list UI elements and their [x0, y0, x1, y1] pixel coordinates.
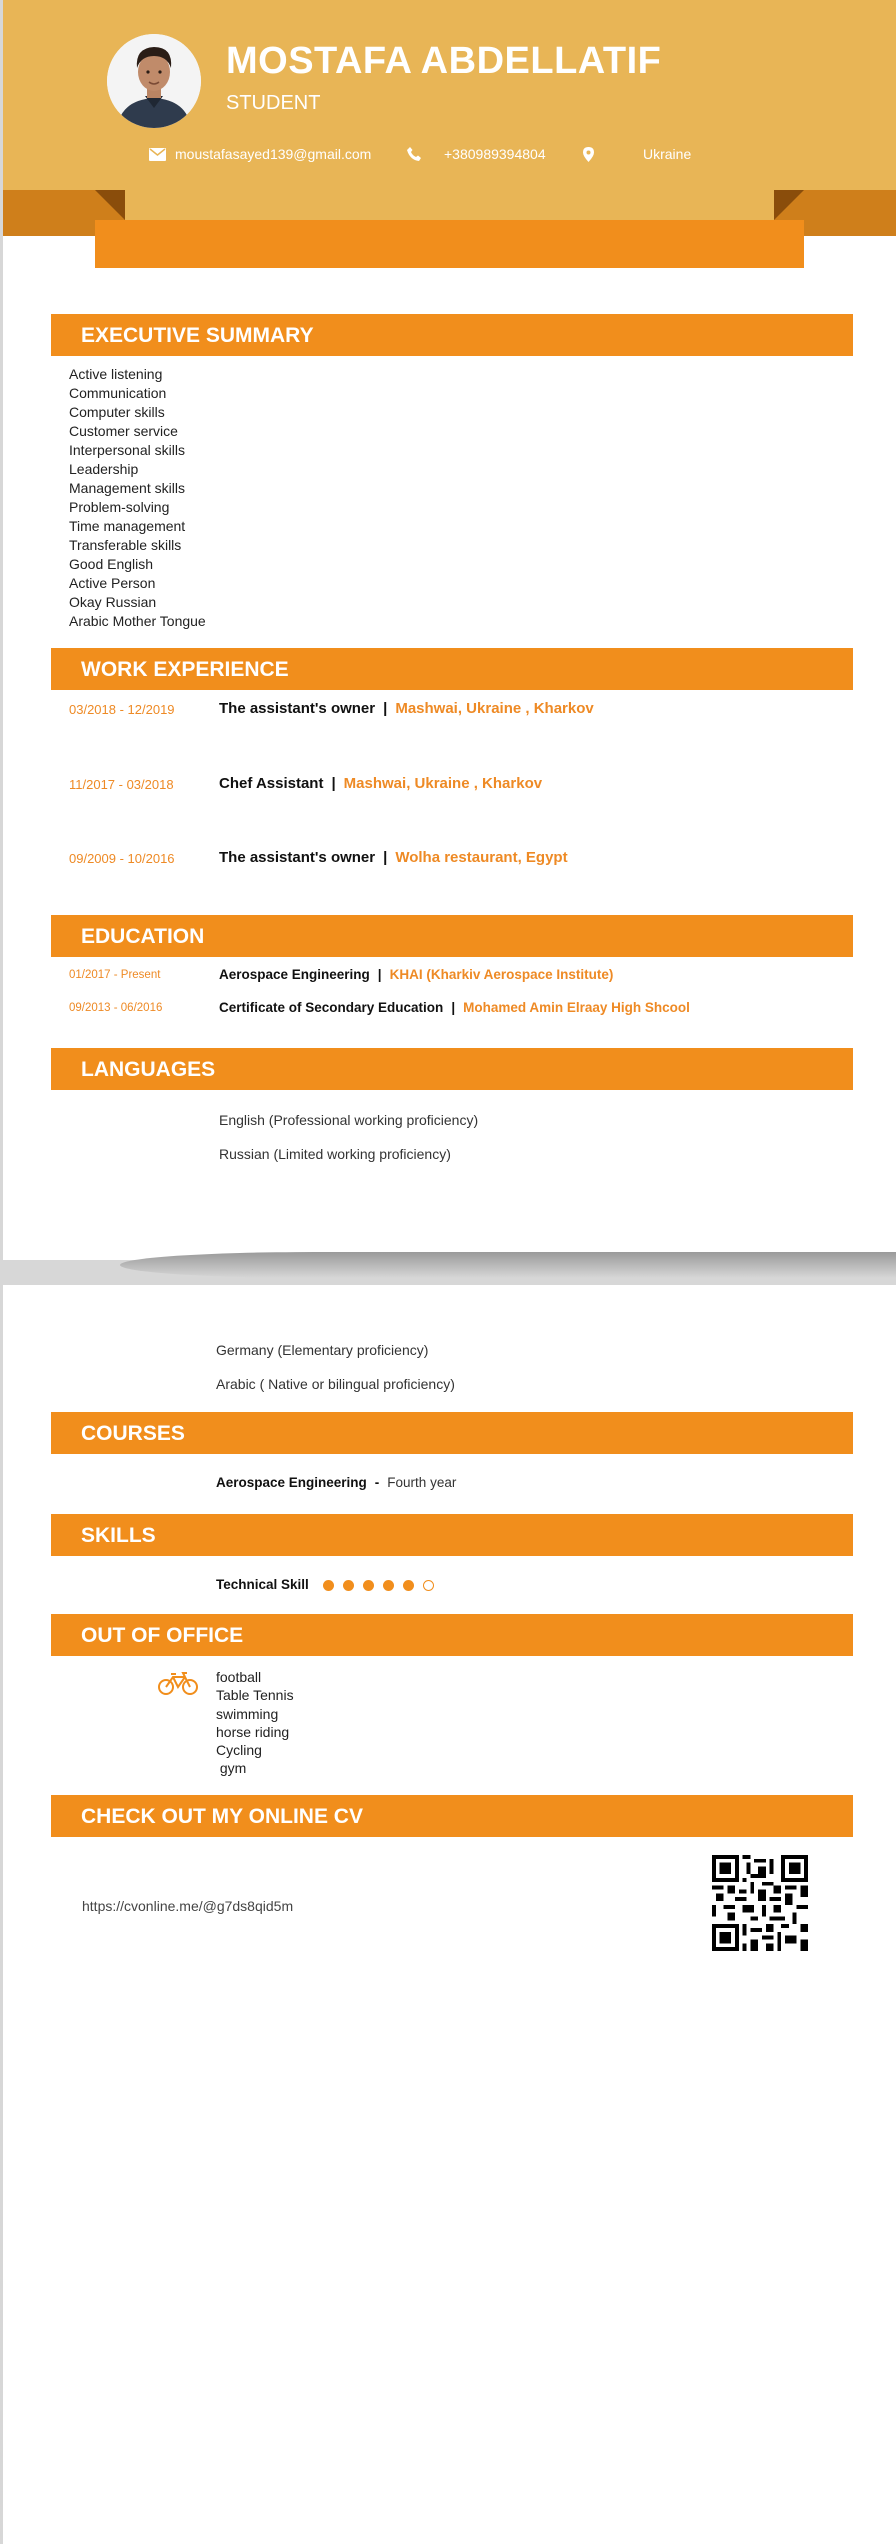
- education-school: KHAI (Kharkiv Aerospace Institute): [389, 967, 614, 982]
- summary-item: Leadership: [69, 461, 139, 477]
- education-date: 09/2013 - 06/2016: [69, 1002, 163, 1014]
- phone-text: +380989394804: [444, 146, 546, 162]
- contact-phone[interactable]: [407, 146, 546, 162]
- section-title: COURSES: [81, 1422, 185, 1445]
- summary-item: Okay Russian: [69, 594, 157, 610]
- skill-rating: [323, 1577, 443, 1592]
- summary-item: Customer service: [69, 423, 178, 439]
- section-online-cv: [51, 1795, 853, 1837]
- work-org: Mashwai, Ukraine , Kharkov: [343, 775, 543, 792]
- rating-dot-empty: [423, 1580, 434, 1591]
- section-title: CHECK OUT MY ONLINE CV: [81, 1805, 363, 1828]
- resume-page-1: [3, 0, 896, 1260]
- course-detail: Fourth year: [387, 1475, 457, 1490]
- hobby-item: football: [216, 1669, 262, 1685]
- language-item: Russian (Limited working proficiency): [219, 1146, 451, 1162]
- qr-code-icon[interactable]: [712, 1855, 808, 1951]
- separator: |: [377, 967, 382, 982]
- summary-item: Good English: [69, 556, 154, 572]
- work-org: Wolha restaurant, Egypt: [395, 849, 568, 866]
- rating-dot-filled: [363, 1580, 374, 1591]
- work-entry: [219, 775, 542, 792]
- avatar: [107, 34, 201, 128]
- hobby-item: Table Tennis: [216, 1687, 294, 1704]
- section-title: LANGUAGES: [81, 1058, 216, 1081]
- work-entry: [219, 700, 594, 717]
- section-executive-summary: [51, 314, 853, 356]
- rating-dot-filled: [323, 1580, 334, 1591]
- work-role: Chef Assistant: [219, 775, 324, 792]
- work-date: 03/2018 - 12/2019: [69, 702, 175, 717]
- education-degree: Aerospace Engineering: [219, 967, 370, 982]
- section-title: EDUCATION: [81, 925, 205, 948]
- summary-item: Computer skills: [69, 404, 165, 420]
- education-date: 01/2017 - Present: [69, 969, 161, 981]
- section-title: EXECUTIVE SUMMARY: [81, 324, 314, 347]
- header-ribbon: [95, 220, 804, 268]
- hobby-item: swimming: [216, 1705, 279, 1722]
- summary-item: Active Person: [69, 575, 156, 591]
- summary-item: Time management: [69, 518, 186, 534]
- work-date: 09/2009 - 10/2016: [69, 851, 175, 866]
- work-org: Mashwai, Ukraine , Kharkov: [395, 700, 594, 717]
- candidate-name: MOSTAFA ABDELLATIF: [226, 40, 662, 82]
- section-title: SKILLS: [81, 1524, 156, 1547]
- ribbon-fold-right: [774, 190, 804, 220]
- work-role: The assistant's owner: [219, 849, 376, 866]
- hobby-list: [216, 1668, 294, 1778]
- work-date: 11/2017 - 03/2018: [69, 777, 174, 792]
- hobby-item: horse riding: [216, 1723, 290, 1740]
- course-entry: [216, 1475, 456, 1490]
- education-entry: [219, 967, 613, 982]
- separator: |: [331, 775, 336, 792]
- page-shadow: [120, 1252, 896, 1278]
- section-languages: [51, 1048, 853, 1090]
- summary-list: [69, 365, 206, 631]
- section-courses: [51, 1412, 853, 1454]
- header-band: [125, 190, 774, 220]
- phone-icon: [407, 147, 421, 161]
- contact-email[interactable]: [149, 146, 371, 162]
- education-degree: Certificate of Secondary Education: [219, 1000, 444, 1015]
- candidate-title: STUDENT: [226, 92, 321, 114]
- language-item: Germany (Elementary proficiency): [216, 1342, 429, 1358]
- section-skills: [51, 1514, 853, 1556]
- summary-item: Communication: [69, 385, 167, 401]
- skill-entry: [216, 1577, 443, 1592]
- work-role: The assistant's owner: [219, 700, 376, 717]
- rating-dot-filled: [403, 1580, 414, 1591]
- education-school: Mohamed Amin Elraay High Shcool: [463, 1000, 690, 1015]
- summary-item: Transferable skills: [69, 537, 182, 553]
- rating-dot-filled: [343, 1580, 354, 1591]
- education-entry: [219, 1000, 690, 1015]
- course-name: Aerospace Engineering: [216, 1475, 367, 1490]
- language-item: English (Professional working proficiency): [219, 1112, 479, 1128]
- map-pin-icon: [583, 147, 594, 162]
- separator: |: [383, 849, 388, 866]
- online-cv-link[interactable]: https://cvonline.me/@g7ds8qid5m: [82, 1898, 294, 1914]
- bicycle-icon: [158, 1672, 198, 1696]
- section-education: [51, 915, 853, 957]
- hobby-item: Cycling: [216, 1742, 262, 1759]
- section-title: WORK EXPERIENCE: [81, 658, 289, 681]
- hobby-item: gym: [216, 1760, 247, 1777]
- skill-name: Technical Skill: [216, 1577, 309, 1592]
- section-title: OUT OF OFFICE: [81, 1624, 244, 1647]
- summary-item: Problem-solving: [69, 499, 170, 515]
- work-entry: [219, 849, 568, 866]
- contact-location: [583, 146, 691, 162]
- email-text: moustafasayed139@gmail.com: [175, 146, 372, 162]
- summary-item: Arabic Mother Tongue: [69, 613, 206, 629]
- envelope-icon: [149, 148, 166, 161]
- section-out-of-office: [51, 1614, 853, 1656]
- separator: -: [374, 1475, 380, 1490]
- rating-dot-filled: [383, 1580, 394, 1591]
- separator: |: [451, 1000, 456, 1015]
- summary-item: Active listening: [69, 366, 163, 382]
- ribbon-fold-left: [95, 190, 125, 220]
- location-text: Ukraine: [643, 146, 692, 162]
- language-item: Arabic ( Native or bilingual proficiency): [216, 1376, 455, 1392]
- summary-item: Management skills: [69, 480, 185, 496]
- summary-item: Interpersonal skills: [69, 442, 185, 458]
- separator: |: [383, 700, 388, 717]
- section-work-experience: [51, 648, 853, 690]
